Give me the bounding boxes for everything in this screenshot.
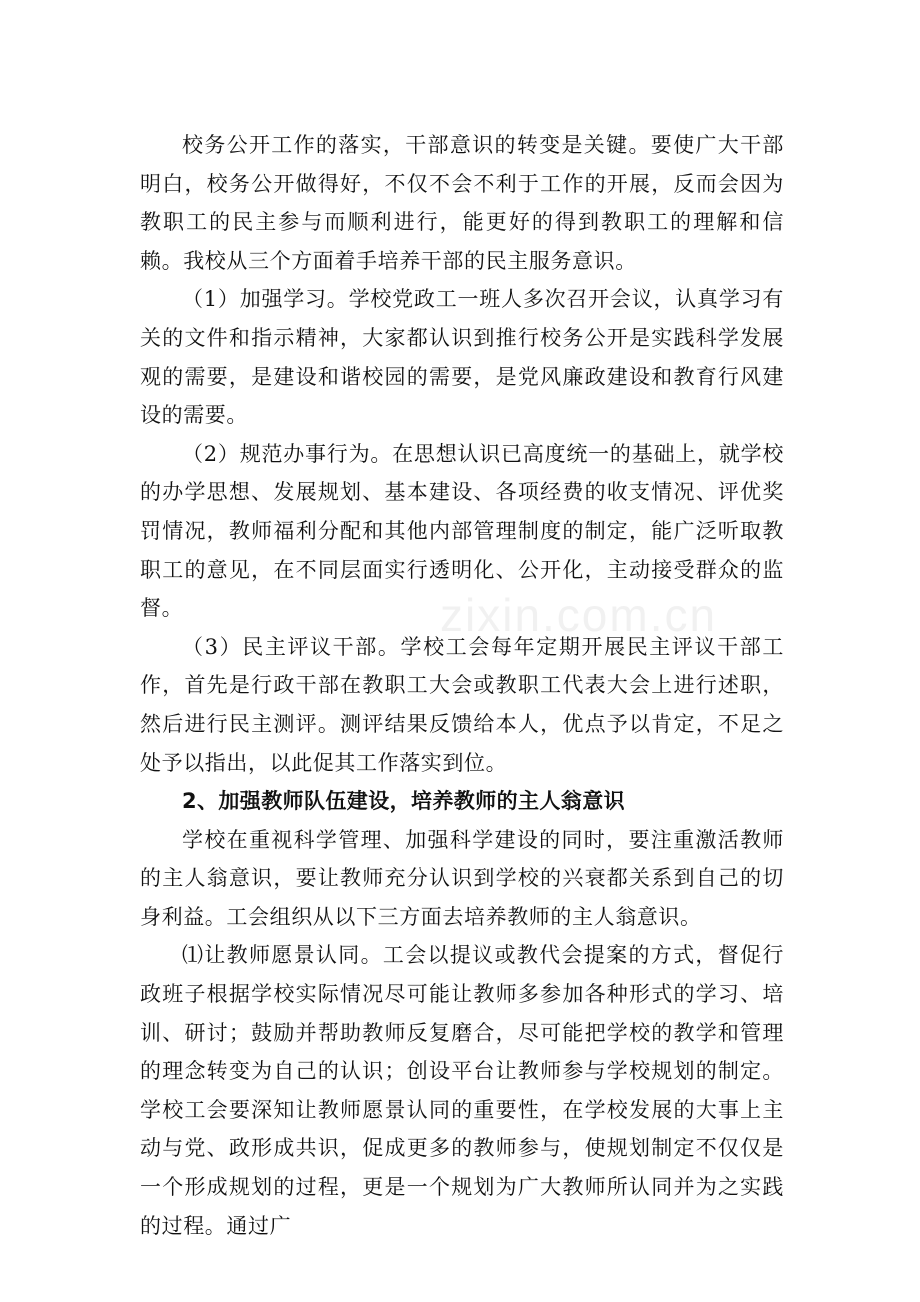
paragraph-item-2: （2）规范办事行为。在思想认识已高度统一的基础上，就学校的办学思想、发展规划、基本建设、各项经费的收支情况、评优奖罚情况，教师福利分配和其他内部管理制度的制定，能广泛听取教职工的意见，在不同层面实行透明化、公开化，主动接受群众的监督。	[140, 441, 784, 621]
paragraph-intro: 校务公开工作的落实，干部意识的转变是关键。要使广大干部明白，校务公开做得好，不仅不会不利于工作的开展，反而会因为教职工的民主参与而顺利进行，能更好的得到教职工的理解和信赖。我校从三个方面着手培养干部的民主服务意识。	[140, 133, 784, 273]
document-body	[140, 126, 784, 1245]
section-heading: 2、加强教师队伍建设，培养教师的主人翁意识	[182, 789, 626, 814]
paragraph-item-1: （1）加强学习。学校党政工一班人多次召开会议，认真学习有关的文件和指示精神，大家都认识到推行校务公开是实践科学发展观的需要，是建设和谐校园的需要，是党风廉政建设和教育行风建设的需要。	[140, 287, 784, 428]
watermark: zixin.com.cn	[440, 589, 718, 641]
paragraph-vision: ⑴让教师愿景认同。工会以提议或教代会提案的方式，督促行政班子根据学校实际情况尽可能让教师多参加各种形式的学习、培训、研讨；鼓励并帮助教师反复磨合，尽可能把学校的教学和管理的理念转变为自己的认识；创设平台让教师参与学校规划的制定。学校工会要深知让教师愿景认同的重要性，在学校发展的大事上主动与党、政形成共识，促成更多的教师参与，使规划制定不仅仅是一个形成规划的过程，更是一个规划为广大教师所认同并为之实践的过程。通过广	[140, 943, 784, 1238]
paragraph-section-intro: 学校在重视科学管理、加强科学建设的同时，要注重激活教师的主人翁意识，要让教师充分认识到学校的兴衰都关系到自己的切身利益。工会组织从以下三方面去培养教师的主人翁意识。	[140, 827, 784, 929]
paragraph-item-3: （3）民主评议干部。学校工会每年定期开展民主评议干部工作，首先是行政干部在教职工大会或教职工代表大会上进行述职，然后进行民主测评。测评结果反馈给本人，优点予以肯定，不足之处予以指出，以此促其工作落实到位。	[140, 634, 784, 775]
